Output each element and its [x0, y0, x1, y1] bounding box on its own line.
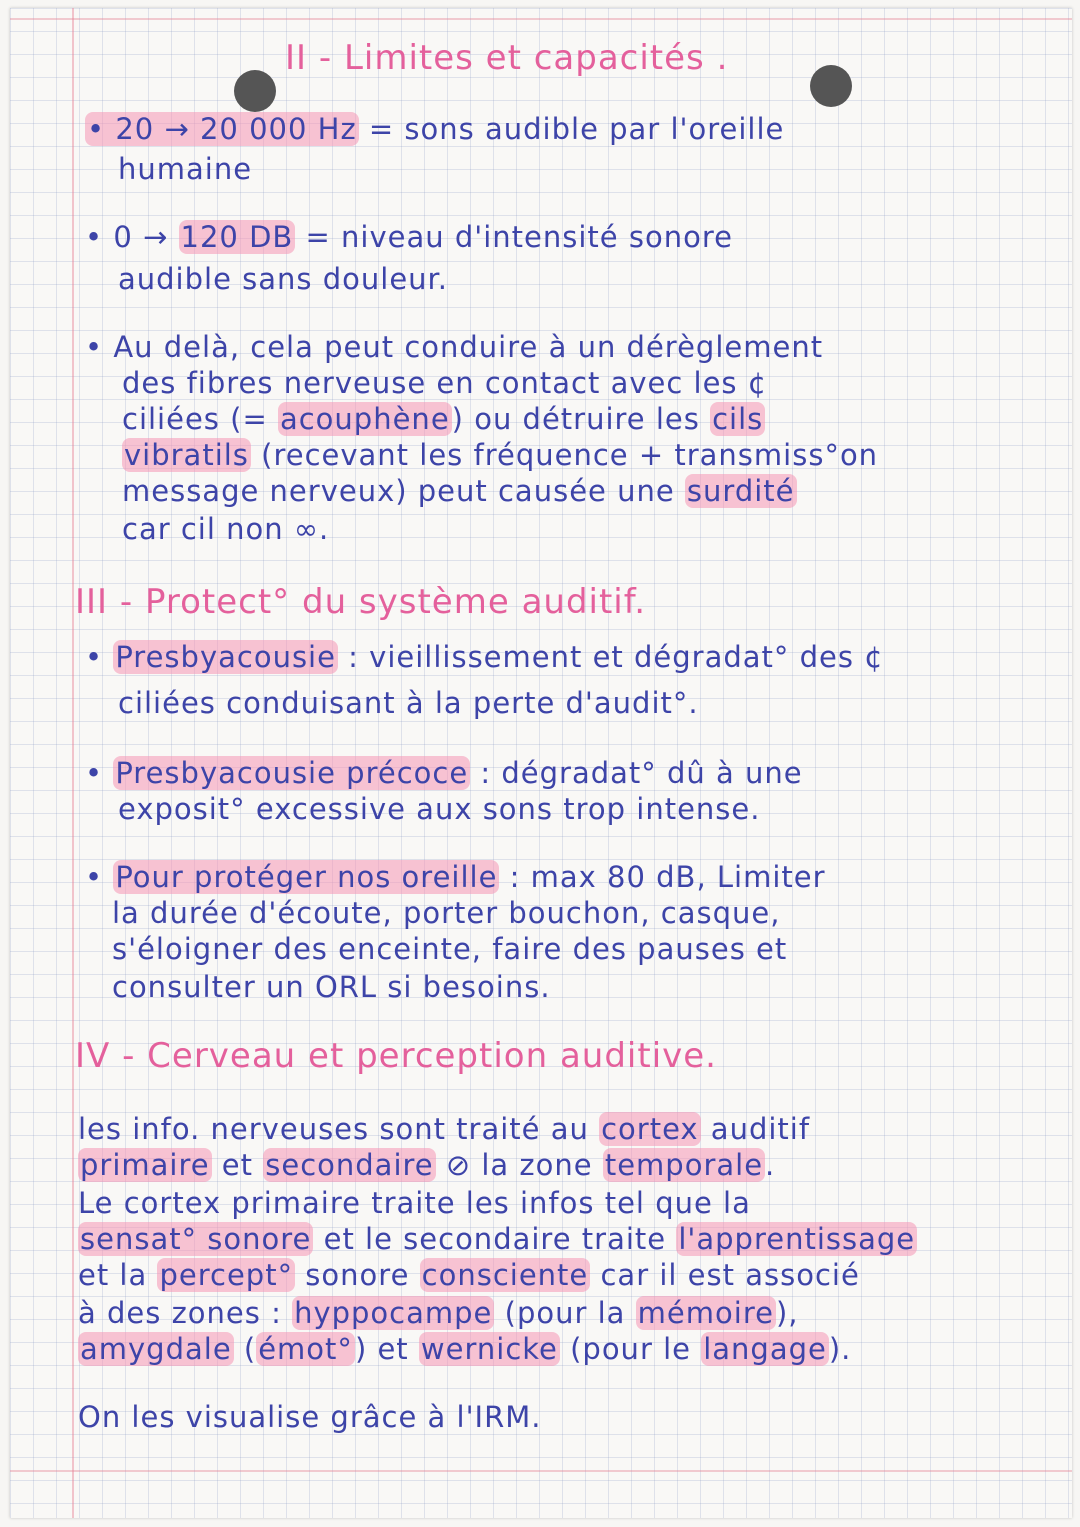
punch-hole-left — [234, 70, 276, 112]
highlighted-term: wernicke — [420, 1332, 558, 1366]
section-heading: III - Protect° du système auditif. — [75, 582, 647, 622]
note-text: car il est associé — [590, 1258, 860, 1292]
note-text: auditif — [700, 1112, 811, 1146]
highlighted-term: Presbyacousie précoce — [115, 756, 469, 790]
note-line — [78, 1332, 851, 1366]
highlighted-term: Pour protéger nos oreille — [115, 860, 498, 894]
note-line — [118, 792, 760, 826]
note-line — [118, 152, 252, 186]
note-text: et la — [78, 1258, 158, 1292]
note-text: exposit° excessive aux sons trop intense. — [118, 792, 761, 826]
note-line — [122, 438, 878, 472]
highlighted-term: surdité — [686, 474, 795, 508]
note-text: : dégradat° dû à une — [470, 756, 803, 790]
note-text: = niveau d'intensité sonore — [295, 220, 733, 254]
highlighted-term: secondaire — [265, 1148, 434, 1182]
note-text: et le secondaire traite — [313, 1222, 677, 1256]
highlighted-term: hyppocampe — [294, 1296, 493, 1330]
highlighted-term: 120 DB — [180, 220, 294, 254]
note-line — [85, 112, 784, 146]
highlighted-term: consciente — [421, 1258, 589, 1292]
note-text: ( — [233, 1332, 257, 1366]
note-line — [112, 970, 551, 1004]
note-text: humaine — [118, 152, 253, 186]
note-line — [85, 756, 803, 790]
note-line — [122, 512, 329, 546]
note-text: . — [765, 1148, 776, 1182]
note-text: les info. nerveuses sont traité au — [78, 1112, 600, 1146]
highlighted-term: langage — [703, 1332, 827, 1366]
section-heading: IV - Cerveau et perception auditive. — [75, 1036, 717, 1076]
note-text: consulter un ORL si besoins. — [112, 970, 551, 1004]
note-text: (recevant les fréquence + transmiss°on — [250, 438, 879, 472]
note-line — [78, 1186, 751, 1220]
note-text: (pour la — [494, 1296, 636, 1330]
note-text: ciliées (= — [122, 402, 278, 436]
highlighted-term: amygdale — [80, 1332, 232, 1366]
note-text: des fibres nerveuse en contact avec les ¢ — [122, 366, 768, 400]
note-line — [85, 640, 884, 674]
note-text: ), — [775, 1296, 799, 1330]
note-text: • — [85, 756, 114, 790]
note-line — [85, 860, 826, 894]
highlighted-term: cils — [712, 402, 764, 436]
note-text: sonore — [295, 1258, 420, 1292]
note-text: Le cortex primaire traite les infos tel que la — [78, 1186, 751, 1220]
note-text: ) ou détruire les — [451, 402, 711, 436]
note-text: ⊘ la zone — [435, 1148, 603, 1182]
note-text: : max 80 dB, Limiter — [499, 860, 826, 894]
highlighted-term: percept° — [159, 1258, 294, 1292]
note-line — [78, 1148, 775, 1182]
note-line — [78, 1222, 917, 1256]
note-line — [122, 366, 767, 400]
note-line — [118, 262, 448, 296]
note-text: • 0 → — [85, 220, 179, 254]
note-line — [112, 932, 787, 966]
highlighted-term: émot° — [258, 1332, 353, 1366]
highlighted-term: vibratils — [124, 438, 249, 472]
note-text: et — [211, 1148, 264, 1182]
note-line — [112, 896, 780, 930]
note-text: message nerveux) peut causée une — [122, 474, 685, 508]
note-text: ). — [828, 1332, 852, 1366]
note-line — [122, 474, 797, 508]
note-text: On les visualise grâce à l'IRM. — [78, 1400, 542, 1434]
highlighted-term: Presbyacousie — [115, 640, 336, 674]
top-rule — [10, 18, 1072, 20]
note-text: audible sans douleur. — [118, 262, 449, 296]
bottom-rule — [10, 1470, 1072, 1472]
note-line — [85, 220, 733, 254]
section-title-limites: II - Limites et capacités . — [285, 38, 729, 78]
note-text: ciliées conduisant à la perte d'audit°. — [118, 686, 699, 720]
margin-line — [72, 8, 74, 1518]
note-text: • Au delà, cela peut conduire à un dérèglement — [85, 330, 824, 364]
highlighted-term: temporale — [604, 1148, 764, 1182]
note-text: la durée d'écoute, porter bouchon, casque, — [112, 896, 781, 930]
highlighted-term: • 20 → 20 000 Hz — [87, 112, 357, 146]
note-line — [78, 1296, 799, 1330]
note-line — [78, 1400, 541, 1434]
note-text: à des zones : — [78, 1296, 293, 1330]
note-text: (pour le — [559, 1332, 702, 1366]
highlighted-term: mémoire — [637, 1296, 774, 1330]
note-line — [118, 686, 699, 720]
note-line — [78, 1112, 810, 1146]
highlighted-term: acouphène — [279, 402, 450, 436]
note-text: • — [85, 640, 114, 674]
punch-hole-right — [810, 65, 852, 107]
note-text: ) et — [354, 1332, 419, 1366]
note-line — [122, 402, 765, 436]
highlighted-term: sensat° sonore — [80, 1222, 312, 1256]
note-text: : vieillissement et dégradat° des ¢ — [337, 640, 884, 674]
highlighted-term: primaire — [80, 1148, 210, 1182]
note-line — [78, 1258, 860, 1292]
note-text: • — [85, 860, 114, 894]
highlighted-term: cortex — [601, 1112, 699, 1146]
note-text: = sons audible par l'oreille — [358, 112, 785, 146]
note-text: s'éloigner des enceinte, faire des pauses et — [112, 932, 788, 966]
highlighted-term: l'apprentissage — [678, 1222, 916, 1256]
note-text: car cil non ∞. — [122, 512, 330, 546]
note-line — [85, 330, 823, 364]
